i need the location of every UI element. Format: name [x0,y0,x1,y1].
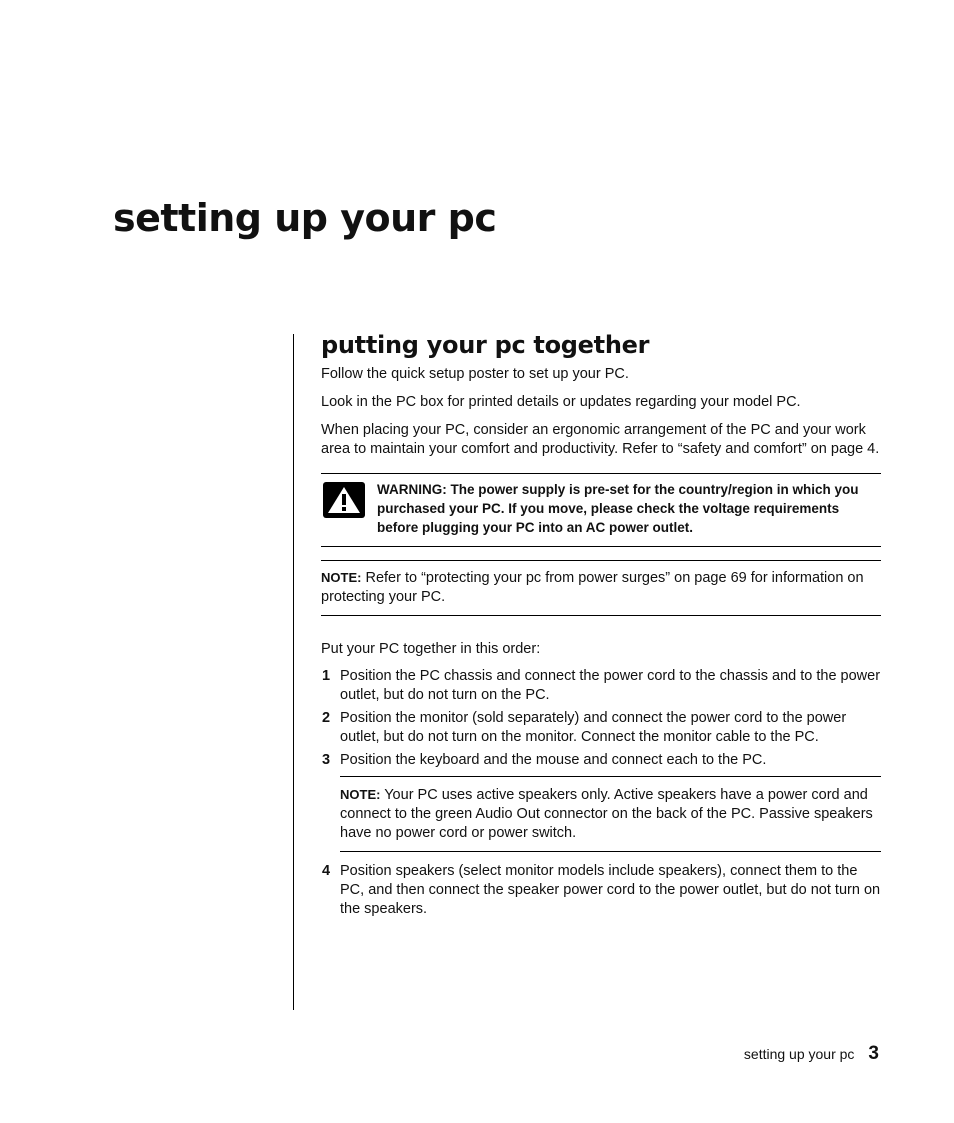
page-footer [744,1043,879,1065]
warning-text: WARNING: The power supply is pre-set for the country/region in which you purchased your PC. If you move, please check the voltage requirements before plugging your PC into an AC power outlet. [377,482,859,535]
chapter-title: setting up your pc [113,196,497,240]
paragraph-3: When placing your PC, consider an ergonomic arrangement of the PC and your work area to maintain your comfort and productivity. Refer to “safety and comfort” on page 4. [321,422,880,457]
section-title: putting your pc together [321,331,650,359]
note-text: Refer to “protecting your pc from power surges” on page 69 for information on protecting your PC. [321,570,864,605]
note-label: NOTE: [321,570,362,585]
steps-list-continued [321,862,881,919]
note-speakers [340,776,881,852]
step-1 [321,667,881,705]
paragraph-1: Follow the quick setup poster to set up your PC. [321,366,629,382]
step-4 [321,862,881,919]
warning-box [321,473,881,547]
step-text: Position the monitor (sold separately) and connect the power cord to the power outlet, but do not turn on the monitor. Connect the monitor cable to the PC. [340,710,847,745]
step-text: Position speakers (select monitor models include speakers), connect them to the PC, and then connect the speaker power cord to the power outlet, but do not turn on the speakers. [340,863,881,917]
step-text: Position the PC chassis and connect the power cord to the chassis and to the power outlet, but do not turn on the PC. [340,668,881,703]
step-number: 2 [322,710,331,726]
step-3 [321,751,881,770]
running-title: setting up your pc [743,1046,855,1062]
step-number: 4 [322,863,331,879]
note-text: Your PC uses active speakers only. Active speakers have a power cord and connect to the green Audio Out connector on the back of the PC. Passive speakers have no power cord or power switch. [340,787,873,841]
paragraph-2: Look in the PC box for printed details or updates regarding your model PC. [321,394,801,410]
steps-list [321,667,881,770]
page-number: 3 [868,1043,879,1064]
note-label: NOTE: [340,787,381,802]
step-text: Position the keyboard and the mouse and connect each to the PC. [340,752,767,768]
vertical-rule [293,334,294,1010]
note-power-surges [321,560,881,616]
step-number: 1 [322,668,331,684]
main-content [321,330,881,923]
step-number: 3 [322,752,331,768]
step-2 [321,709,881,747]
order-lead: Put your PC together in this order: [321,641,541,657]
warning-triangle-icon [323,482,365,518]
